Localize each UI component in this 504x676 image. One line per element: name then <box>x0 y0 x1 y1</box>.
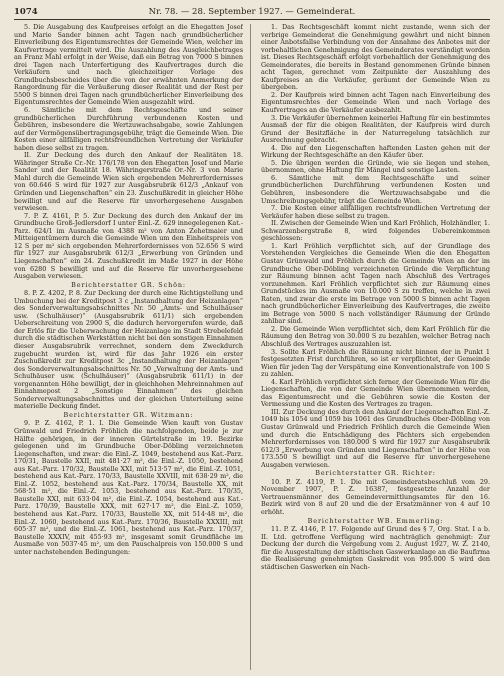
paragraph: 2. Die Gemeinde Wien verpflichtet sich, dem Karl Fröhlich für die Räumung den Betrag von 30.000 S zu bezahlen, welcher Betrag nach Abschluß des Vertrages auszuzahlen ist. <box>261 324 490 348</box>
column-divider <box>250 24 251 670</box>
paragraph: 2. Der Kaufpreis wird binnen acht Tagen nach Einverleibung des Eigentumsrechtes der Gemeinde Wien und nach Vorlage des Kaufvertrages an die Verkäufer ausbezahlt. <box>261 90 490 115</box>
paragraph: 7. Die Kosten einer allfälligen rechtsfreundlichen Vertretung der Verkäufer haben diese selbst zu tragen. <box>261 204 490 220</box>
page-header <box>14 6 490 18</box>
paragraph: 5. Die Ausgabung des Kaufpreises erfolgt an die Ehegatten Josef und Marie Sander binnen acht Tagen nach grundbücherlicher Einverleibung des Eigentumsrechtes der Gemeinde Wien, welcher im Kaufvertrage vermittelt wird. Die Auszahlung des Ausgleichbetrages an Franz Mahl erfolgt in der Weise, daß ein Betrag von 7000 S binnen drei Tagen nach Unterfertigung des Kaufvertrages durch die Verkäufern und nach gleichzeitiger Vorlage des Grundbuchsbescheides über die von der erwähnten Anmerkung der Rangordnung für die Veräußerung dieser Realität und der Rest per 5500 S binnen drei Tagen nach grundbücherlicher Einverleibung des Eigentumsrechtes der Gemeinde Wien ausgezahlt wird. <box>14 24 243 107</box>
section-heading: Berichterstatter WB. Emmerling: <box>307 516 444 525</box>
paragraph: 9. P. Z. 4162, P. 1. I. Die Gemeinde Wien kauft von Gustav Grünwald und Friedrich Fröhlich die nachfolgenden, beide je zur Hälfte gehörigen, in der inneren Gürtelstraße im 19. Bezirke gelegenen und im Grundbuche Ober-Döbling verzeichneten Liegenschaften, und zwar: die Einl.-Z. 1049, bestehend aus Kat.-Parz. 170/31, Baustelle XXII, mit 481·27 m², die Einl.-Z. 1050, bestehend aus Kat.-Parz. 170/32, Baustelle XXI, mit 513·57 m², die Einl.-Z. 1051, bestehend aus Kat.-Parz. 170/33, Baustelle XXVIII, mit 638·29 m², die Einl.-Z. 1052, bestehend aus Kat.-Parz. 170/34, Baustelle XX, mit 568·51 m², die Einl.-Z. 1053, bestehend aus Kat.-Parz. 170/35, Baustelle XXI, mit 633·04 m², die Einl.-Z. 1054, bestehend aus Kat.-Parz. 170/39, Baustelle XXX, mit 627·17 m², die Einl.-Z. 1059, bestehend aus Kat.-Parz. 170/33, Baustelle XX, mit 514·48 m², die Einl.-Z. 1060, bestehend aus Kat.-Parz. 170/36, Baustelle XXXIII, mit 605·37 m², und die Einl.-Z. 1061, bestehend aus Kat.-Parz. 170/37, Baustelle XXXIV, mit 455·93 m², insgesamt somit Grundfläche im Ausmaße von 5037·45 m², um den Pauschalpreis von 150.000 S und unter nachstehenden Bedingungen: <box>14 419 243 556</box>
page-number: 1074 <box>14 7 38 17</box>
header-rule <box>14 19 490 20</box>
paragraph: 6. Sämtliche mit dem Rechtsgeschäfte und seiner grundbücherlichen Durchführung verbundenen Kosten und Gebühren, insbesondere die Wertzuwachsabgabe, sowie Zahlungen auf der Vermögensübertragungsgebühr, trägt die Gemeinde Wien. Die Kosten einer allfälligen rechtsfreundlichen Vertretung der Verkäufer haben diese selbst zu tragen. <box>14 106 243 152</box>
paragraph: II. Zwischen der Gemeinde Wien und Karl Fröhlich, Holzhändler, 1. Schwarzenbergstraße 8, wird folgendes Uebereinkommen geschlossen: <box>261 219 490 243</box>
paragraph: 1. Das Rechtsgeschäft kommt nicht zustande, wenn sich der verbrige Gemeinderat die Genehmigung gewährt und nicht binnen einer Anbotsfallse Verbindung von der Annahme des Anbotes mit der vorbehaltlichen Genehmigung des Gemeinderates verständigt worden ist. Dieses Rechtsgeschäft erfolgt vorbehaltlich der Genehmigung des Gemeinderates, die bereits in Bestand genommenen Gründe binnen acht Tagen, gerechnet vom Zeitpunkte der Auszahlung des Kaufpreises an die Verkäufer, geräumt der Gemeinde Wien zu übergeben. <box>261 24 490 92</box>
paragraph: 7. P. Z. 4161, P. 5. Zur Deckung des durch den Ankauf der im Grundbuche Groß-Jedlersdorf I unter Einl.-Z. 629 innegelegenen Kat.-Parz. 624/1 im Ausmaße von 4388 m² von Anton Zehetmaier und Mitteigentümern durch die Gemeinde Wien um den Einheitspreis von 12 S per m² sich ergebenden Mehrerfordernisses von 52.656 S wird für 1927 zur Ausgabsrubrik 612/3 „Erwerbung von Gründen und Liegenschaften“ ein 24. Zuschußkredit im Maße 1927 in der Höhe von 6280 S bewilligt und auf die Reserve für unvorhergesehene Ausgaben verwiesen. <box>14 211 243 281</box>
paragraph: II. Zur Deckung des durch den Ankauf der Realitäten 18. Währinger Straße Cr.-Nr. 176/178 von den Ehegatten Josef und Marie Sander und der Realität 18. Währingerstraße Or.-Nr. 3 von Marie Mahl durch die Gemeinde Wien sich ergebenden Mehrerfordernisses von 60.646 S wird für 1927 zur Ausgabsrubrik 612/3 „Ankauf von Gründen und Liegenschaften“ ein 23. Zuschußkredit in gleicher Höhe bewilligt und auf die Reserve für unvorhergesehene Ausgaben verwiesen. <box>14 151 243 213</box>
paragraph: 4. Die auf den Liegenschaften haftenden Lasten gehen mit der Wirkung der Rechtsgeschäfte an den Käufer über. <box>261 143 490 160</box>
paragraph: 1. Karl Fröhlich verpflichtet sich, auf der Grundlage des Vorstehenden Vergleiches die Gemeinde Wien die den Ehegatten Gustav Grünwald und Fröhlich durch die Gemeinde Wien an der im Grundbuche Ober-Döbling verzeichneten Gründe die Verpflichtung zur Räumung binnen acht Tagen nach Abschluß des Vertrages vorzunehmen. Karl Fröhlich verpflichtet sich zur Räumung eines Grundstückes im Ausmaße von 10.000 S zu treffen, welche in zwei Raten, und zwar die erste im Betrage von 5000 S binnen acht Tagen nach grundbücherlicher Einverleibung des Kaufvertrages, die zweite im Betrage von 5000 S nach vollständiger Räumung der Gründe zahlbar sind. <box>261 241 490 326</box>
paragraph: 3. Sollte Karl Fröhlich die Räumung nicht binnen der in Punkt 1 festgesetzten Frist durchführen, so ist er verpflichtet, der Gemeinde Wien für jeden Tag der Verspätung eine Konventionalstrafe von 100 S zu zahlen. <box>261 347 490 379</box>
paragraph: 4. Karl Fröhlich verpflichtet sich ferner, der Gemeinde Wien für die Liegenschaften, die von der Gemeinde Wien übernommen werden, das Eigentumsrecht und die Gebühren sowie die Kosten der Vermessung und die Kosten des Vertrages zu tragen. <box>261 377 490 409</box>
paragraph: 3. Die Verkäufer übernehmen keinerlei Haftung für ein bestimmtes Ausmaß der für die obigen Realitäten, der Kaufpreis wird durch Grund der Besitzfläche in der Naturregelung tatsächlich zur Ausrechnung gebracht. <box>261 113 490 145</box>
paragraph: 10. P. Z. 4119, P. 1. Die mit Gemeinderatsbeschluß vom 29. November 1907, P. Z. 16387, festgesetzte Anzahl der Vertrauensmänner des Gemeindevermittlungsamtes für den 16. Bezirk wird von 8 auf 20 und die der Ersatzmänner von 4 auf 10 erhöht. <box>261 477 490 516</box>
paragraph: 5. Die übrigen werden die Gründe, wie sie liegen und stehen, übernommen, ohne Haftung für Mängel und sonstige Lasten. <box>261 158 490 175</box>
section-heading: Berichterstatter GR. Richter: <box>315 469 436 478</box>
section-heading: Berichterstatter GR. Schön: <box>71 280 186 289</box>
section-heading: Berichterstatter GR. Witzmann: <box>63 410 194 419</box>
right-column <box>261 24 490 670</box>
left-column <box>14 24 243 670</box>
paragraph: 8. P. Z. 4202, P. 8. Zur Deckung der durch eine Richtigstellung und Umbuchung bei der Kreditpost 3 c „Instandhaltung der Heizanlagen“ des Sonderverwaltungsabschnittes Nr. 50 „Amts- und Schulhäuser usw. (Schulhäuser)“ (Ausgabsrubrik 611/1) sich ergebenden Ueberschreitung von 2900 S, die dadurch hervorgerufen wurde, daß der Erlös für die Ueberwachung der Heizanlage im Stadt Strebelefeld durch die städtischen Werkstätten nicht bei den sonstigen Einnahmen dieser Ausgabsrubrik verrechnet, sondern dem Zweckdurch zugebucht wurden ist, wird für das Jahr 1926 ein erster Zuschußkredit zur Kreditpost 3c „Instandhaltung der Heizanlagen“ des Sonderverwaltungsabschnittes Nr. 50 „Verwaltung der Amts- und Schulhäuser usw. (Schulhäuser)“ (Ausgabsrubrik 611/1) in der vorgenannten Höhe bewilligt, der in gleichhohen Mehreinnahmen auf Einnahmepost 2 „Sonstige Einnahmen“ des gleichen Sonderverwaltungsabschnittes und der gleichen Unterteilung seine materielle Deckung findet. <box>14 289 243 411</box>
paragraph: III. Zur Deckung des durch den Ankauf der Liegenschaften Einl.-Z. 1049 bis 1054 und 1059 bis 1061 des Grundbuches Ober-Döbling von Gustav Grünwald und Friedrich Fröhlich durch die Gemeinde Wien und durch die Entschädigung des Pächters sich ergebenden Mehrerfordernisses von 180.000 S wird für 1927 zur Ausgabsrubrik 612/3 „Erwerbung von Gründen und Liegenschaften“ in der Höhe von 173.550 S bewilligt und auf die Reserve für unvorhergesehene Ausgaben verwiesen. <box>261 407 490 469</box>
running-title: Nr. 78. — 28. September 1927. — Gemeinderat. <box>148 7 356 17</box>
paragraph: 11. P. Z. 4146, P. 17. Folgende auf Grund des § 7, Org. Stat. I a b. II. Ltd. getroffene Verfügung wird nachträglich genehmigt: Zur Deckung der durch die Vergebung vom 2. August 1927, W. Z. 2140, für die Ausgestaltung der städtischen Gaswerkanlage an die Baufirma die Realisierung genehmigten Gaskredit von 995.000 S wird den städtischen Gaswerken ein Nach- <box>261 525 490 571</box>
paragraph: 6. Sämtliche mit dem Rechtsgeschäfte und seiner grundbücherlichen Durchführung verbundenen Kosten und Gebühren, insbesondere die Wertzuwachsabgabe und die Umschreibungsgebühr, trägt die Gemeinde Wien. <box>261 173 490 205</box>
